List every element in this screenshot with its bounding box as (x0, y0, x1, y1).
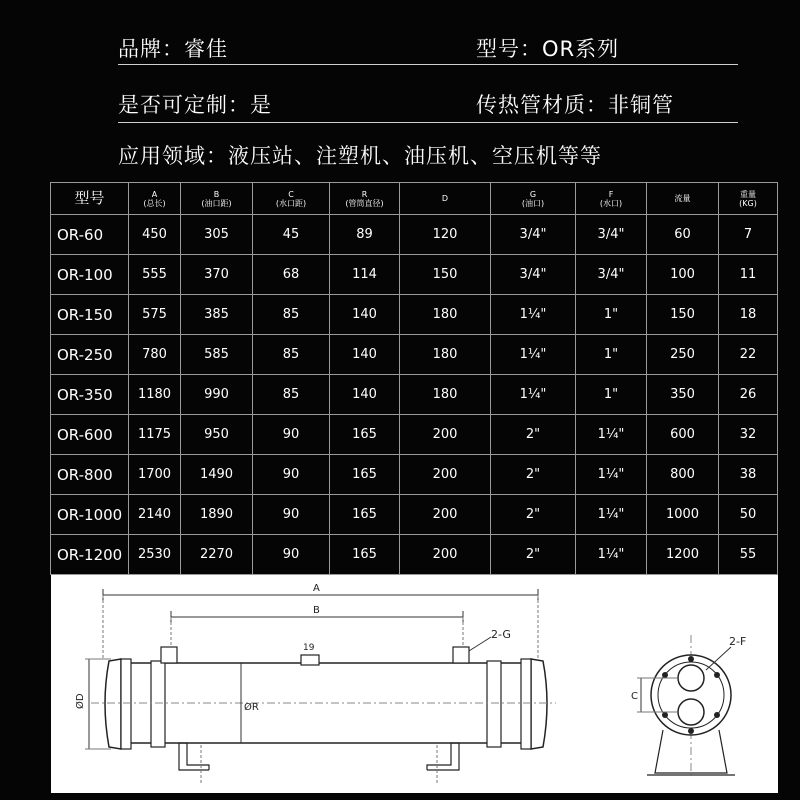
value-cell: 150 (400, 255, 491, 295)
value-cell: 1" (576, 295, 647, 335)
header-cell: D (400, 183, 491, 215)
header-cell: F (水口) (576, 183, 647, 215)
drawing-svg (51, 575, 778, 793)
value-cell: 800 (647, 455, 719, 495)
value-cell: 1" (576, 375, 647, 415)
value-cell: 200 (400, 455, 491, 495)
table-row (51, 415, 778, 455)
value-cell: 90 (253, 455, 330, 495)
value-cell: 22 (719, 335, 778, 375)
value-cell: 200 (400, 495, 491, 535)
value-cell: 140 (330, 335, 400, 375)
label-b: B (313, 605, 320, 616)
value-cell: 3/4" (576, 255, 647, 295)
spec-table (50, 182, 778, 575)
header-cell: A (总长) (129, 183, 181, 215)
value-cell: 1¼" (491, 335, 576, 375)
value-cell: 1¼" (576, 535, 647, 575)
value-cell: 200 (400, 535, 491, 575)
table-row (51, 455, 778, 495)
value-cell: 165 (330, 455, 400, 495)
value-cell: 120 (400, 215, 491, 255)
value-cell: 250 (647, 335, 719, 375)
model-cell: OR-100 (51, 255, 129, 295)
value-cell: 90 (253, 415, 330, 455)
value-cell: 1200 (647, 535, 719, 575)
value-cell: 114 (330, 255, 400, 295)
label-a: A (313, 583, 320, 594)
value-cell: 575 (129, 295, 181, 335)
value-cell: 370 (181, 255, 253, 295)
value-cell: 1000 (647, 495, 719, 535)
model-cell: OR-60 (51, 215, 129, 255)
value-cell: 1¼" (576, 415, 647, 455)
header-cell: G (油口) (491, 183, 576, 215)
value-cell: 1¼" (491, 295, 576, 335)
value-cell: 55 (719, 535, 778, 575)
value-cell: 305 (181, 215, 253, 255)
value-cell: 1700 (129, 455, 181, 495)
value-cell: 585 (181, 335, 253, 375)
model-text: 型号：OR系列 (476, 37, 620, 61)
value-cell: 2" (491, 495, 576, 535)
table-row (51, 335, 778, 375)
value-cell: 7 (719, 215, 778, 255)
application-text: 应用领域：液压站、注塑机、油压机、空压机等等 (118, 144, 602, 168)
value-cell: 165 (330, 415, 400, 455)
label-od: ØD (75, 693, 86, 709)
value-cell: 2" (491, 455, 576, 495)
value-cell: 140 (330, 375, 400, 415)
header-cell: 流量 (647, 183, 719, 215)
value-cell: 38 (719, 455, 778, 495)
value-cell: 85 (253, 375, 330, 415)
label-2g: 2-G (491, 628, 511, 641)
value-cell: 350 (647, 375, 719, 415)
header-row-1 (118, 34, 738, 64)
value-cell: 32 (719, 415, 778, 455)
value-cell: 2" (491, 415, 576, 455)
value-cell: 165 (330, 495, 400, 535)
value-cell: 90 (253, 535, 330, 575)
value-cell: 200 (400, 415, 491, 455)
value-cell: 1¼" (491, 375, 576, 415)
header-cell: R (管筒直径) (330, 183, 400, 215)
value-cell: 780 (129, 335, 181, 375)
value-cell: 85 (253, 335, 330, 375)
table-row (51, 295, 778, 335)
value-cell: 385 (181, 295, 253, 335)
header-row-2 (118, 90, 738, 120)
header-cell: B (油口距) (181, 183, 253, 215)
value-cell: 165 (330, 535, 400, 575)
value-cell: 68 (253, 255, 330, 295)
value-cell: 50 (719, 495, 778, 535)
value-cell: 85 (253, 295, 330, 335)
model-cell: OR-1000 (51, 495, 129, 535)
value-cell: 2" (491, 535, 576, 575)
table-body (51, 215, 778, 575)
value-cell: 89 (330, 215, 400, 255)
value-cell: 1¼" (576, 495, 647, 535)
value-cell: 3/4" (491, 215, 576, 255)
value-cell: 1" (576, 335, 647, 375)
value-cell: 3/4" (576, 215, 647, 255)
label-2f: 2-F (729, 635, 747, 648)
header-row-3 (118, 141, 738, 171)
table-row (51, 535, 778, 575)
value-cell: 180 (400, 375, 491, 415)
value-cell: 2270 (181, 535, 253, 575)
model-cell: OR-600 (51, 415, 129, 455)
value-cell: 1¼" (576, 455, 647, 495)
value-cell: 990 (181, 375, 253, 415)
table-header-row (51, 183, 778, 215)
value-cell: 3/4" (491, 255, 576, 295)
brand-text: 品牌：睿佳 (118, 37, 228, 61)
model-cell: OR-350 (51, 375, 129, 415)
header-cell: C (水口距) (253, 183, 330, 215)
value-cell: 26 (719, 375, 778, 415)
tube-material-text: 传热管材质：非铜管 (476, 93, 674, 117)
value-cell: 1490 (181, 455, 253, 495)
table-row (51, 495, 778, 535)
value-cell: 450 (129, 215, 181, 255)
table-row (51, 215, 778, 255)
value-cell: 140 (330, 295, 400, 335)
value-cell: 180 (400, 295, 491, 335)
value-cell: 2140 (129, 495, 181, 535)
customizable-text: 是否可定制：是 (118, 93, 272, 117)
value-cell: 150 (647, 295, 719, 335)
model-cell: OR-150 (51, 295, 129, 335)
divider (118, 122, 738, 123)
value-cell: 1890 (181, 495, 253, 535)
value-cell: 1180 (129, 375, 181, 415)
model-cell: OR-250 (51, 335, 129, 375)
table-row (51, 375, 778, 415)
value-cell: 18 (719, 295, 778, 335)
model-cell: OR-1200 (51, 535, 129, 575)
header-cell: 型号 (51, 183, 129, 215)
value-cell: 1175 (129, 415, 181, 455)
value-cell: 555 (129, 255, 181, 295)
divider (118, 64, 738, 65)
label-or: ØR (244, 702, 259, 713)
end-view (631, 635, 746, 775)
value-cell: 180 (400, 335, 491, 375)
value-cell: 100 (647, 255, 719, 295)
header-cell: 重量 (KG) (719, 183, 778, 215)
label-c: C (631, 691, 638, 702)
table-row (51, 255, 778, 295)
value-cell: 950 (181, 415, 253, 455)
value-cell: 2530 (129, 535, 181, 575)
model-cell: OR-800 (51, 455, 129, 495)
value-cell: 60 (647, 215, 719, 255)
value-cell: 11 (719, 255, 778, 295)
label-19: 19 (303, 643, 315, 653)
technical-drawing (51, 575, 778, 793)
value-cell: 90 (253, 495, 330, 535)
value-cell: 45 (253, 215, 330, 255)
value-cell: 600 (647, 415, 719, 455)
